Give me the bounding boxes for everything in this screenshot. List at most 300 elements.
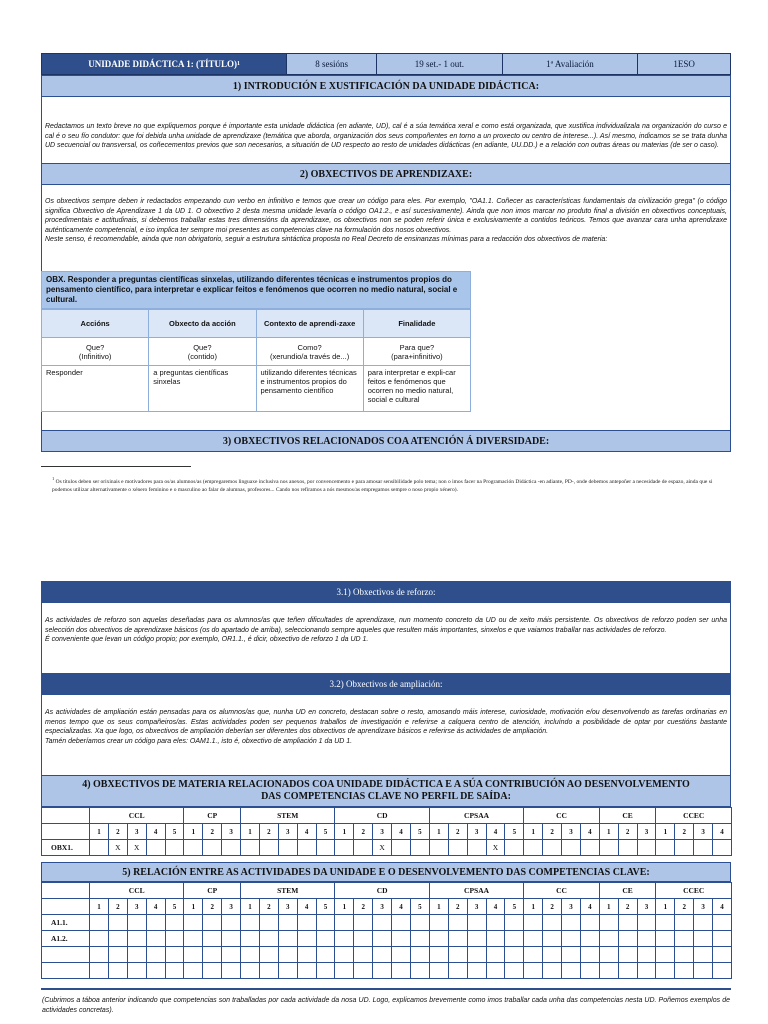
descriptor-number: 1 xyxy=(599,824,618,840)
mark-cell[interactable] xyxy=(165,963,184,979)
competence-header: CC xyxy=(524,808,600,824)
val-context: utilizando diferentes técnicas e instrumentos propios do pensamento científico xyxy=(256,366,363,412)
mark-cell[interactable] xyxy=(599,963,618,979)
row-label: OBX1. xyxy=(42,840,90,856)
section32-paragraph-2: Tamén deberíamos crear un código para eles: OAM1.1., isto é, obxectivo de ampliación 1 da UD 1. xyxy=(45,737,353,745)
mark-cell[interactable] xyxy=(637,915,656,931)
mark-cell[interactable] xyxy=(90,947,109,963)
competence-header: STEM xyxy=(241,883,335,899)
section31-text xyxy=(41,603,731,673)
mark-cell[interactable] xyxy=(241,947,260,963)
corner-cell xyxy=(42,808,90,824)
mark-cell[interactable] xyxy=(618,915,637,931)
descriptor-number: 2 xyxy=(354,824,373,840)
mark-cell[interactable] xyxy=(562,947,581,963)
section2-paragraph-1: Os obxectivos sempre deben ir redactados empezando cun verbo en infinitivo e temos que crear un código para eles. Por exemplo, "OA1.1. Coñecer as características fundamentais da civilización grega" (o código significa Obxectivo de Aprendizaxe 1 da UD 1. O obxectivo 2 desta mesma unidade levaría o código OA1.2., e así sucesivamente). Ainda que non imos marcar no produto final a división en obxectivos conceptuais, procedimentais e actitudinais, si debemos traballar estas tres dimensións da aprendizaxe, os obxectivos non se poden referir única e exclusivamente a contidos teóricos. Temos que avanzar cara unha aprendizaxe auténticamente competencial, e iso implica ter sempre moi presentes as competencias clave na formulación dos nosos obxectivos. xyxy=(45,198,727,234)
row-label xyxy=(42,947,90,963)
competence-header: CCEC xyxy=(656,808,732,824)
mark-cell[interactable] xyxy=(675,840,694,856)
mark-cell[interactable] xyxy=(165,915,184,931)
mark-cell[interactable] xyxy=(278,963,297,979)
descriptor-number: 1 xyxy=(656,899,675,915)
competence-header: CP xyxy=(184,883,241,899)
mark-cell[interactable] xyxy=(165,947,184,963)
mark-cell[interactable] xyxy=(448,963,467,979)
mark-cell[interactable] xyxy=(297,931,316,947)
mark-cell[interactable] xyxy=(278,931,297,947)
mark-cell[interactable] xyxy=(429,931,448,947)
mark-cell[interactable] xyxy=(316,915,335,931)
mark-cell[interactable] xyxy=(713,840,732,856)
mark-cell[interactable] xyxy=(618,840,637,856)
mark-cell[interactable]: X xyxy=(486,840,505,856)
mark-cell[interactable] xyxy=(184,947,203,963)
mark-cell[interactable] xyxy=(222,931,241,947)
mark-cell[interactable] xyxy=(316,947,335,963)
competence-header: CD xyxy=(335,883,429,899)
section2-paragraph-2: Neste senso, é recomendable, ainda que non obrigatorio, seguir a estrutura sintáctica proposta no Real Decreto de ensinanzas mínimas para a redacción dos obxectivos de materia: xyxy=(45,236,608,244)
mark-cell[interactable] xyxy=(599,915,618,931)
mark-cell[interactable] xyxy=(599,947,618,963)
mark-cell[interactable] xyxy=(543,963,562,979)
mark-cell[interactable] xyxy=(524,931,543,947)
mark-cell[interactable] xyxy=(222,947,241,963)
mark-cell[interactable] xyxy=(108,963,127,979)
mark-cell[interactable] xyxy=(241,931,260,947)
descriptor-number: 1 xyxy=(429,899,448,915)
mark-cell[interactable] xyxy=(562,931,581,947)
descriptor-number: 4 xyxy=(297,824,316,840)
mark-cell[interactable] xyxy=(392,840,411,856)
descriptor-number: 5 xyxy=(165,824,184,840)
section31-paragraph-1: As actividades de reforzo son aquelas deseñadas para os alumnos/as que teñen dificultades de aprendizaxe, nun momento concreto da UD ou de xeito máis persistente. Os obxectivos de reforzo poden ser unha selección dos obxectivos de aprendizaxe básicos (os do apartado de arriba), seleccionando sempre aqueles que resulten máis importantes, sinxelos e que vaiamos traballar nas actividades de reforzo. xyxy=(45,617,727,634)
mark-cell[interactable] xyxy=(429,963,448,979)
mark-cell[interactable] xyxy=(203,931,222,947)
mark-cell[interactable] xyxy=(184,840,203,856)
mark-cell[interactable]: X xyxy=(127,840,146,856)
descriptor-number: 2 xyxy=(675,824,694,840)
descriptor-number: 1 xyxy=(335,824,354,840)
mark-cell[interactable] xyxy=(392,963,411,979)
mark-cell[interactable] xyxy=(448,931,467,947)
descriptor-number: 2 xyxy=(203,899,222,915)
descriptor-number: 4 xyxy=(713,899,732,915)
mark-cell[interactable] xyxy=(335,963,354,979)
mark-cell[interactable] xyxy=(562,840,581,856)
mark-cell[interactable] xyxy=(127,931,146,947)
descriptor-number: 2 xyxy=(543,824,562,840)
mark-cell[interactable] xyxy=(562,963,581,979)
descriptor-number: 2 xyxy=(543,899,562,915)
footnote xyxy=(52,475,730,494)
descriptor-number: 2 xyxy=(108,824,127,840)
mark-cell[interactable] xyxy=(543,931,562,947)
mark-cell[interactable] xyxy=(656,947,675,963)
section5-note xyxy=(41,996,731,1024)
descriptor-number: 4 xyxy=(392,824,411,840)
mark-cell[interactable] xyxy=(241,915,260,931)
val-object: a preguntas científicas sinxelas xyxy=(149,366,256,412)
descriptor-number: 3 xyxy=(127,824,146,840)
mark-cell[interactable] xyxy=(580,947,599,963)
footnote-marker: 1 xyxy=(52,476,55,481)
mark-cell[interactable] xyxy=(184,963,203,979)
mark-cell[interactable] xyxy=(694,963,713,979)
descriptor-number: 5 xyxy=(316,824,335,840)
competence-header: CE xyxy=(599,883,656,899)
section32-text xyxy=(41,695,731,775)
mark-cell[interactable] xyxy=(410,931,429,947)
mark-cell[interactable] xyxy=(467,840,486,856)
descriptor-number: 3 xyxy=(562,899,581,915)
mark-cell[interactable] xyxy=(108,931,127,947)
descriptor-number: 1 xyxy=(184,824,203,840)
descriptor-number: 3 xyxy=(373,899,392,915)
row-label: A1.1. xyxy=(42,915,90,931)
mark-cell[interactable] xyxy=(354,840,373,856)
mark-cell[interactable] xyxy=(486,963,505,979)
mark-cell[interactable] xyxy=(392,931,411,947)
descriptor-number: 3 xyxy=(222,899,241,915)
mark-cell[interactable] xyxy=(505,915,524,931)
mark-cell[interactable] xyxy=(467,963,486,979)
mark-cell[interactable] xyxy=(713,915,732,931)
mark-cell[interactable] xyxy=(505,931,524,947)
competences-table-activities xyxy=(41,882,732,979)
mark-cell[interactable] xyxy=(543,915,562,931)
section5-bottom-line xyxy=(41,988,731,990)
competence-header: CC xyxy=(524,883,600,899)
mark-cell[interactable] xyxy=(448,947,467,963)
mark-cell[interactable] xyxy=(599,931,618,947)
dates-cell: 19 set.- 1 out. xyxy=(376,54,502,74)
mark-cell[interactable] xyxy=(90,931,109,947)
mark-cell[interactable] xyxy=(505,963,524,979)
descriptor-number: 5 xyxy=(505,824,524,840)
mark-cell[interactable] xyxy=(241,963,260,979)
mark-cell[interactable] xyxy=(222,963,241,979)
mark-cell[interactable] xyxy=(335,931,354,947)
mark-cell[interactable] xyxy=(222,840,241,856)
mark-cell[interactable] xyxy=(675,915,694,931)
col-purpose: Finalidade xyxy=(363,310,470,338)
val-purpose: para interpretar e expli-car feitos e fenómenos que ocorren no medio natural, social e cultural xyxy=(363,366,470,412)
competence-header: CCL xyxy=(90,883,184,899)
evaluation-cell: 1ª Avaliación xyxy=(502,54,638,74)
descriptor-number: 1 xyxy=(524,899,543,915)
descriptor-number: 1 xyxy=(599,899,618,915)
mark-cell[interactable] xyxy=(259,947,278,963)
descriptor-number: 3 xyxy=(278,899,297,915)
mark-cell[interactable] xyxy=(146,915,165,931)
descriptor-number: 1 xyxy=(241,899,260,915)
mark-cell[interactable] xyxy=(410,915,429,931)
competence-header: CE xyxy=(599,808,656,824)
mark-cell[interactable] xyxy=(297,915,316,931)
mark-cell[interactable] xyxy=(675,931,694,947)
level-cell: 1ESO xyxy=(637,54,730,74)
mark-cell[interactable] xyxy=(146,840,165,856)
descriptor-number: 4 xyxy=(146,824,165,840)
mark-cell[interactable] xyxy=(90,840,109,856)
mark-cell[interactable] xyxy=(524,947,543,963)
mark-cell[interactable] xyxy=(335,840,354,856)
mark-cell[interactable] xyxy=(297,840,316,856)
mark-cell[interactable] xyxy=(278,840,297,856)
mark-cell[interactable] xyxy=(448,840,467,856)
mark-cell[interactable] xyxy=(713,931,732,947)
corner-cell xyxy=(42,883,90,899)
mark-cell[interactable] xyxy=(373,931,392,947)
mark-cell[interactable] xyxy=(675,947,694,963)
mark-cell[interactable] xyxy=(259,963,278,979)
mark-cell[interactable] xyxy=(410,840,429,856)
descriptor-number: 1 xyxy=(656,824,675,840)
mark-cell[interactable] xyxy=(297,963,316,979)
descriptor-number: 3 xyxy=(467,824,486,840)
mark-cell[interactable] xyxy=(618,947,637,963)
descriptor-number: 2 xyxy=(448,824,467,840)
descriptor-number: 2 xyxy=(203,824,222,840)
descriptor-number: 4 xyxy=(392,899,411,915)
mark-cell[interactable] xyxy=(580,931,599,947)
mark-cell[interactable] xyxy=(543,840,562,856)
mark-cell[interactable] xyxy=(486,931,505,947)
mark-cell[interactable] xyxy=(278,947,297,963)
footnote-rule xyxy=(41,466,191,467)
descriptor-number: 2 xyxy=(108,899,127,915)
descriptor-number: 3 xyxy=(373,824,392,840)
mark-cell[interactable] xyxy=(637,947,656,963)
mark-cell[interactable] xyxy=(108,947,127,963)
descriptor-number: 2 xyxy=(675,899,694,915)
mark-cell[interactable] xyxy=(675,963,694,979)
mark-cell[interactable] xyxy=(108,915,127,931)
objective-example-heading: OBX. Responder a preguntas científicas sinxelas, utilizando diferentes técnicas e instrumentos propios do pensamento científico, para interpretar e explicar feitos e fenómenos que ocorren no medio natural, social e cultural. xyxy=(41,271,471,309)
col-context: Contexto de aprendi-zaxe xyxy=(256,310,363,338)
sessions-cell: 8 sesións xyxy=(286,54,376,74)
descriptor-number: 4 xyxy=(146,899,165,915)
mark-cell[interactable] xyxy=(656,840,675,856)
section5-heading: 5) RELACIÓN ENTRE AS ACTIVIDADES DA UNIDADE E O DESENVOLVEMENTO DAS COMPETENCIAS CLAVE: xyxy=(41,862,731,882)
mark-cell[interactable] xyxy=(505,840,524,856)
mark-cell[interactable] xyxy=(580,915,599,931)
corner-cell xyxy=(42,899,90,915)
mark-cell[interactable] xyxy=(429,915,448,931)
mark-cell[interactable] xyxy=(259,840,278,856)
competence-header: CCL xyxy=(90,808,184,824)
descriptor-number: 2 xyxy=(618,899,637,915)
mark-cell[interactable] xyxy=(562,915,581,931)
mark-cell[interactable] xyxy=(524,963,543,979)
mark-cell[interactable] xyxy=(618,931,637,947)
mark-cell[interactable] xyxy=(316,963,335,979)
mark-cell[interactable] xyxy=(354,931,373,947)
section1-text xyxy=(41,97,731,163)
mark-cell[interactable] xyxy=(618,963,637,979)
descriptor-number: 1 xyxy=(90,899,109,915)
descriptor-number: 4 xyxy=(580,824,599,840)
descriptor-number: 1 xyxy=(524,824,543,840)
mark-cell[interactable]: X xyxy=(373,840,392,856)
mark-cell[interactable] xyxy=(637,963,656,979)
descriptor-number: 3 xyxy=(467,899,486,915)
section2-heading: 2) OBXECTIVOS DE APRENDIZAXE: xyxy=(41,163,731,185)
col-actions: Accións xyxy=(42,310,149,338)
descriptor-number: 1 xyxy=(184,899,203,915)
mark-cell[interactable] xyxy=(467,931,486,947)
mark-cell[interactable] xyxy=(146,947,165,963)
footnote-text: Os títulos deben ser orixinais e motivadores para os/as alumnos/as (empregaremos linguaxe inclusiva nos anexos, por convencemento e para amosar sensibilidade polo tema; non o imos facer na Programación Didáctica -en adiante, PD-, onde debemos antepoñer a necesidade de espazo, ainda que si podemos utilizar alternativamente o xénero feminino e o masculino ao falar de alumnas, profesores... Cando nos refiramos a nós mesmos/as empregamos sempre o noso propio xénero). xyxy=(52,478,713,493)
mark-cell[interactable] xyxy=(373,947,392,963)
descriptor-number: 1 xyxy=(241,824,260,840)
mark-cell[interactable] xyxy=(241,840,260,856)
descriptor-number: 2 xyxy=(618,824,637,840)
mark-cell[interactable] xyxy=(165,931,184,947)
descriptor-number: 4 xyxy=(486,899,505,915)
mark-cell[interactable] xyxy=(203,947,222,963)
mark-cell[interactable] xyxy=(429,840,448,856)
mark-cell[interactable] xyxy=(392,915,411,931)
mark-cell[interactable] xyxy=(184,931,203,947)
competence-header: CD xyxy=(335,808,429,824)
section31-heading: 3.1) Obxectivos de reforzo: xyxy=(41,581,731,603)
descriptor-number: 5 xyxy=(505,899,524,915)
mark-cell[interactable] xyxy=(505,947,524,963)
section32-paragraph-1: As actividades de ampliación están pensadas para os alumnos/as que, nunha UD en concreto, destacan sobre o resto, amosando máis interese, curiosidade, motivación e/ou desenvolvendo as tarefas ordinarias en menos tempo que os seus compañeiros/as. Estas actividades poden ser pequenos traballos de investigación e referirse a calquera centro de atención, incluíndo a posibilidade de optar por cuestións bastante especializadas. Xa que logo, os obxectivos de ampliación deberían ser diferentes dos obxectivos de aprendizaxe básicos e referirse ás actividades de ampliación. xyxy=(45,709,727,736)
descriptor-number: 3 xyxy=(637,824,656,840)
mark-cell[interactable] xyxy=(90,963,109,979)
mark-cell[interactable] xyxy=(694,840,713,856)
mark-cell[interactable] xyxy=(259,915,278,931)
sub-object: Que? (contido) xyxy=(149,338,256,366)
mark-cell[interactable] xyxy=(656,963,675,979)
mark-cell[interactable] xyxy=(713,947,732,963)
descriptor-number: 3 xyxy=(694,824,713,840)
mark-cell[interactable] xyxy=(203,963,222,979)
unit-title-bar xyxy=(41,53,731,75)
mark-cell[interactable] xyxy=(429,947,448,963)
descriptor-number: 4 xyxy=(297,899,316,915)
descriptor-number: 2 xyxy=(354,899,373,915)
mark-cell[interactable] xyxy=(127,947,146,963)
mark-cell[interactable] xyxy=(90,915,109,931)
mark-cell[interactable] xyxy=(656,931,675,947)
mark-cell[interactable] xyxy=(694,931,713,947)
objective-example-table xyxy=(41,271,471,412)
sub-context: Como? (xerundio/a través de...) xyxy=(256,338,363,366)
mark-cell[interactable] xyxy=(222,915,241,931)
mark-cell[interactable] xyxy=(316,840,335,856)
mark-cell[interactable] xyxy=(203,915,222,931)
mark-cell[interactable] xyxy=(146,963,165,979)
mark-cell[interactable] xyxy=(297,947,316,963)
mark-cell[interactable] xyxy=(410,947,429,963)
val-actions: Responder xyxy=(42,366,149,412)
descriptor-number: 5 xyxy=(316,899,335,915)
corner-cell xyxy=(42,824,90,840)
sub-purpose: Para que? (para+infinitivo) xyxy=(363,338,470,366)
mark-cell[interactable] xyxy=(524,840,543,856)
mark-cell[interactable] xyxy=(354,947,373,963)
descriptor-number: 5 xyxy=(410,899,429,915)
mark-cell[interactable] xyxy=(373,963,392,979)
mark-cell[interactable] xyxy=(486,915,505,931)
mark-cell[interactable] xyxy=(448,915,467,931)
mark-cell[interactable] xyxy=(335,915,354,931)
descriptor-number: 3 xyxy=(637,899,656,915)
mark-cell[interactable] xyxy=(580,963,599,979)
mark-cell[interactable] xyxy=(316,931,335,947)
mark-cell[interactable] xyxy=(467,947,486,963)
mark-cell[interactable] xyxy=(373,915,392,931)
competences-table-objectives xyxy=(41,807,732,856)
mark-cell[interactable] xyxy=(410,963,429,979)
competence-header: CPSAA xyxy=(429,883,523,899)
section32-heading: 3.2) Obxectivos de ampliación: xyxy=(41,673,731,695)
mark-cell[interactable] xyxy=(354,963,373,979)
mark-cell[interactable] xyxy=(637,840,656,856)
mark-cell[interactable] xyxy=(524,915,543,931)
mark-cell[interactable] xyxy=(127,963,146,979)
mark-cell[interactable] xyxy=(694,947,713,963)
mark-cell[interactable] xyxy=(599,840,618,856)
competence-header: CP xyxy=(184,808,241,824)
mark-cell[interactable] xyxy=(335,947,354,963)
mark-cell[interactable] xyxy=(354,915,373,931)
section1-heading: 1) INTRODUCIÓN E XUSTIFICACIÓN DA UNIDADE DIDÁCTICA: xyxy=(41,75,731,97)
mark-cell[interactable] xyxy=(278,915,297,931)
row-label xyxy=(42,963,90,979)
competence-header: CPSAA xyxy=(429,808,523,824)
descriptor-number: 5 xyxy=(410,824,429,840)
mark-cell[interactable] xyxy=(637,931,656,947)
section5-note-text: (Cubrimos a táboa anterior indicando que competencias son traballadas por cada actividade da nosa UD. Logo, explicamos brevemente como imos traballar cada unha das competencias nesta UD. Poñemos exemplos de actividades concretas). xyxy=(42,997,730,1014)
mark-cell[interactable] xyxy=(127,915,146,931)
descriptor-number: 4 xyxy=(580,899,599,915)
descriptor-number: 3 xyxy=(694,899,713,915)
mark-cell[interactable] xyxy=(203,840,222,856)
descriptor-number: 4 xyxy=(486,824,505,840)
mark-cell[interactable] xyxy=(146,931,165,947)
row-label: A1.2. xyxy=(42,931,90,947)
section31-paragraph-2: É conveniente que levan un código propio; por exemplo, OR1.1., é dicir, obxectivo de reforzo 1 da UD 1. xyxy=(45,636,369,644)
mark-cell[interactable] xyxy=(694,915,713,931)
competence-header: STEM xyxy=(241,808,335,824)
section4-heading: 4) OBXECTIVOS DE MATERIA RELACIONADOS COA UNIDADE DIDÁCTICA E A SÚA CONTRIBUCIÓN AO DESENVOLVEMENTO DAS COMPETENCIAS CLAVE NO PERFIL DE SAÍDA: xyxy=(41,775,731,807)
mark-cell[interactable] xyxy=(580,840,599,856)
descriptor-number: 2 xyxy=(448,899,467,915)
section1-paragraph: Redactamos un texto breve no que expliquemos porque é importante esta unidade didáctica (en adiante, UD), cal é a súa temática xeral e como está organizada, que xustifica individualizala na organización do curso e cal é o seu fío condutor: que foi debida unha unidade de aprendizaxe (temática que aborda, organización dos seus compoñentes en torno a un proxecto ou centro de interese...). Así mesmo, indicamos se se trata dunha UD secuencial ou transversal, os coñecementos previos que son necesarios, a situación de UD respecto ao resto de unidades didácticas (en adiante, UU.DD.) e a relación con outras áreas ou materias (de ser o caso). xyxy=(45,123,727,150)
competence-header: CCEC xyxy=(656,883,732,899)
sub-actions: Que? (Infinitivo) xyxy=(42,338,149,366)
descriptor-number: 1 xyxy=(90,824,109,840)
mark-cell[interactable] xyxy=(259,931,278,947)
descriptor-number: 1 xyxy=(335,899,354,915)
mark-cell[interactable]: X xyxy=(108,840,127,856)
mark-cell[interactable] xyxy=(392,947,411,963)
mark-cell[interactable] xyxy=(486,947,505,963)
col-object: Obxecto da acción xyxy=(149,310,256,338)
mark-cell[interactable] xyxy=(184,915,203,931)
mark-cell[interactable] xyxy=(165,840,184,856)
descriptor-number: 1 xyxy=(429,824,448,840)
mark-cell[interactable] xyxy=(467,915,486,931)
descriptor-number: 2 xyxy=(259,899,278,915)
mark-cell[interactable] xyxy=(543,947,562,963)
mark-cell[interactable] xyxy=(656,915,675,931)
mark-cell[interactable] xyxy=(713,963,732,979)
